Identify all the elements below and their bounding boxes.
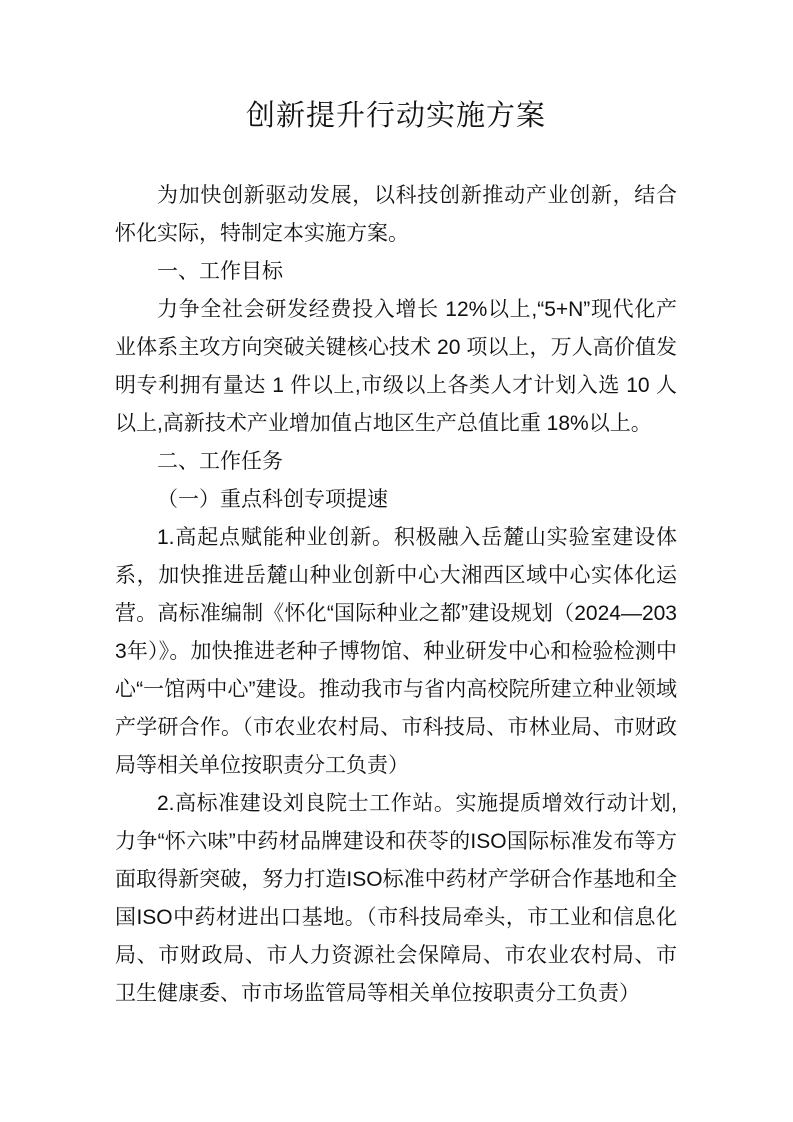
document-title: 创新提升行动实施方案 bbox=[245, 100, 546, 132]
task-2-paragraph: 2.高标准建设刘良院士工作站。实施提质增效行动计划,力争“怀六味”中药材品牌建设和茯苓的ISO国际标准发布等方面取得新突破，努力打造ISO标准中药材产学研合作基地和全国ISO中药材进出口基地。（市科技局牵头，市工业和信息化局、市财政局、市人力资源社会保障局、市农业农村局、市卫生健康委、市市场监管局等相关单位按职责分工负责） bbox=[115, 792, 677, 1005]
section-heading-work-tasks: 二、工作任务 bbox=[157, 450, 283, 473]
subsection-heading-key-sci-tech-projects: （一）重点科创专项提速 bbox=[157, 488, 388, 511]
section-heading-work-goals: 一、工作目标 bbox=[157, 260, 283, 283]
intro-paragraph: 为加快创新驱动发展，以科技创新推动产业创新，结合怀化实际，特制定本实施方案。 bbox=[115, 184, 677, 245]
work-goals-paragraph: 力争全社会研发经费投入增长 12%以上,“5+N”现代化产业体系主攻方向突破关键核心技术 20 项以上，万人高价值发明专利拥有量达 1 件以上,市级以上各类人才计划入选 10 人以上,高新技术产业增加值占地区生产总值比重 18%以上。 bbox=[115, 298, 677, 435]
task-1-paragraph: 1.高起点赋能种业创新。积极融入岳麓山实验室建设体系，加快推进岳麓山种业创新中心大湘西区域中心实体化运营。高标准编制《怀化“国际种业之都”建设规划（2024—2033年）》。加快推进老种子博物馆、种业研发中心和检验检测中心“一馆两中心”建设。推动我市与省内高校院所建立种业领域产学研合作。（市农业农村局、市科技局、市林业局、市财政局等相关单位按职责分工负责） bbox=[115, 526, 677, 777]
